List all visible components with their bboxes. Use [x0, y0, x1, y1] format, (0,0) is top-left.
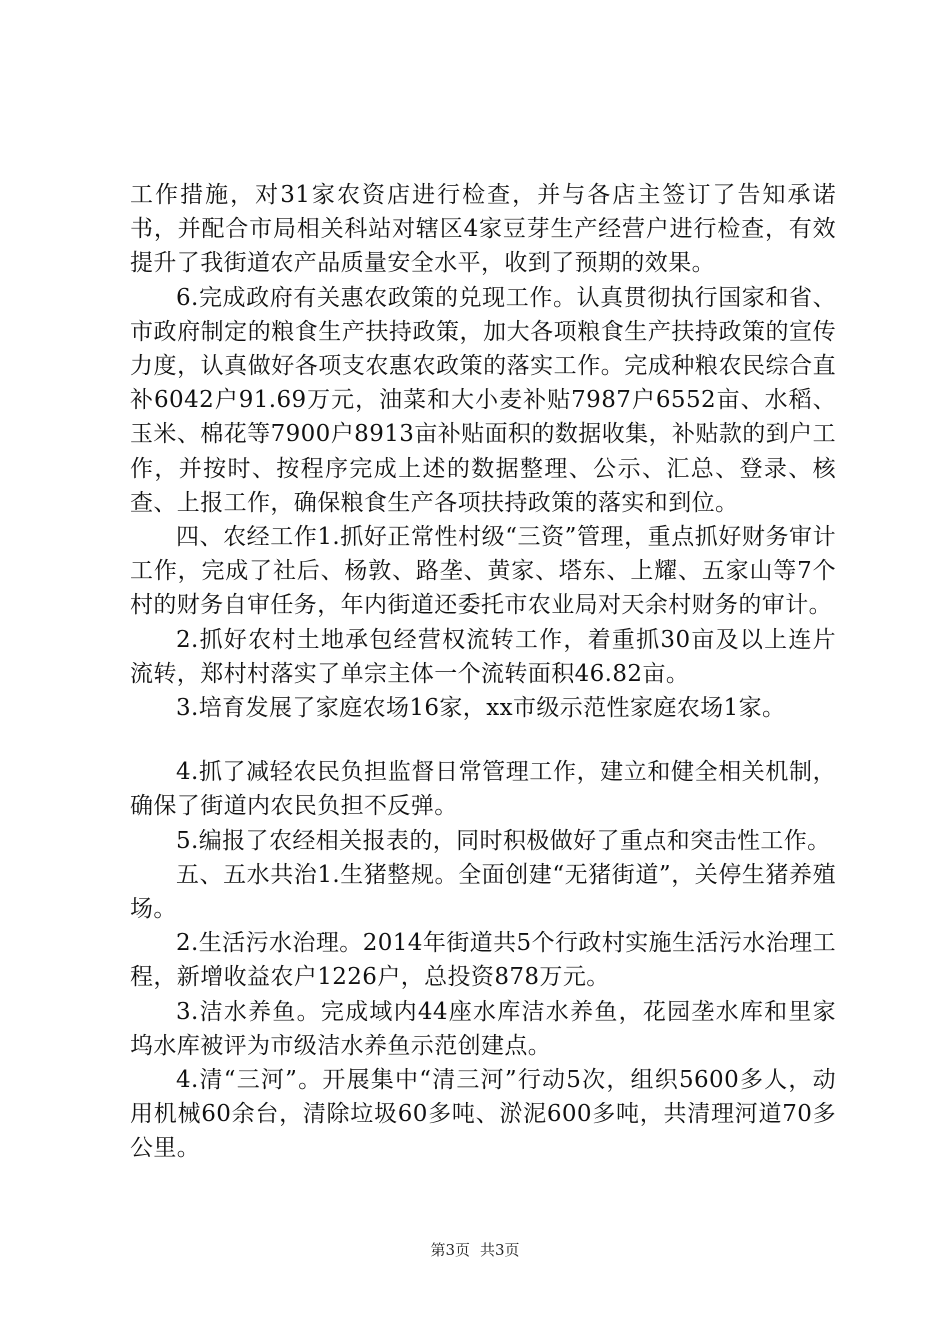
page-number: 第3页 — [430, 1241, 470, 1259]
paragraph-water-heading: 五、五水共治1.生猪整规。全面创建“无猪街道”，关停生猪养殖场。 — [130, 861, 836, 923]
page-footer — [0, 1240, 950, 1260]
paragraph-reports: 5.编报了农经相关报表的，同时积极做好了重点和突击性工作。 — [176, 827, 831, 854]
paragraph-subsidy-policy: 6.完成政府有关惠农政策的兑现工作。认真贯彻执行国家和省、市政府制定的粮食生产扶持政策，加大各项粮食生产扶持政策的宣传力度，认真做好各项支农惠农政策的落实工作。完成种粮农民综合直补6042户91.69万元，油菜和大小麦补贴7987户6552亩、水稻、玉米、棉花等7900户8913亩补贴面积的数据收集，补贴款的到户工作，并按时、按程序完成上述的数据整理、公示、汇总、登录、核查、上报工作，确保粮食生产各项扶持政策的落实和到位。 — [130, 284, 836, 516]
paragraph-family-farms: 3.培育发展了家庭农场16家，xx市级示范性家庭农场1家。 — [176, 695, 786, 722]
paragraph-sewage: 2.生活污水治理。2014年街道共5个行政村实施生活污水治理工程，新增收益农户1226户，总投资878万元。 — [130, 930, 836, 991]
paragraph-three-rivers: 4.清“三河”。开展集中“清三河”行动5次，组织5600多人，动用机械60余台，清除垃圾60多吨、淤泥600多吨，共清理河道70多公里。 — [130, 1067, 836, 1162]
paragraph-farmer-burden: 4.抓了减轻农民负担监督日常管理工作，建立和健全相关机制，确保了街道内农民负担不反弹。 — [130, 759, 836, 820]
paragraph-fish-farming: 3.洁水养鱼。完成域内44座水库洁水养鱼，花园垄水库和里家坞水库被评为市级洁水养鱼示范创建点。 — [130, 998, 836, 1059]
document-body — [130, 178, 836, 1166]
paragraph-rural-economy-heading: 四、农经工作1.抓好正常性村级“三资”管理，重点抓好财务审计工作，完成了社后、杨敦、路垄、黄家、塔东、上耀、五家山等7个村的财务自审任务，年内街道还委托市农业局对天余村财务的审计。 — [130, 524, 836, 619]
paragraph-continuation: 工作措施，对31家农资店进行检查，并与各店主签订了告知承诺书，并配合市局相关科站对辖区4家豆芽生产经营户进行检查，有效提升了我街道农产品质量安全水平，收到了预期的效果。 — [130, 182, 836, 277]
paragraph-land-transfer: 2.抓好农村土地承包经营权流转工作，着重抓30亩及以上连片流转，郑村村落实了单宗主体一个流转面积46.82亩。 — [130, 626, 836, 687]
page-total: 共3页 — [480, 1241, 520, 1259]
